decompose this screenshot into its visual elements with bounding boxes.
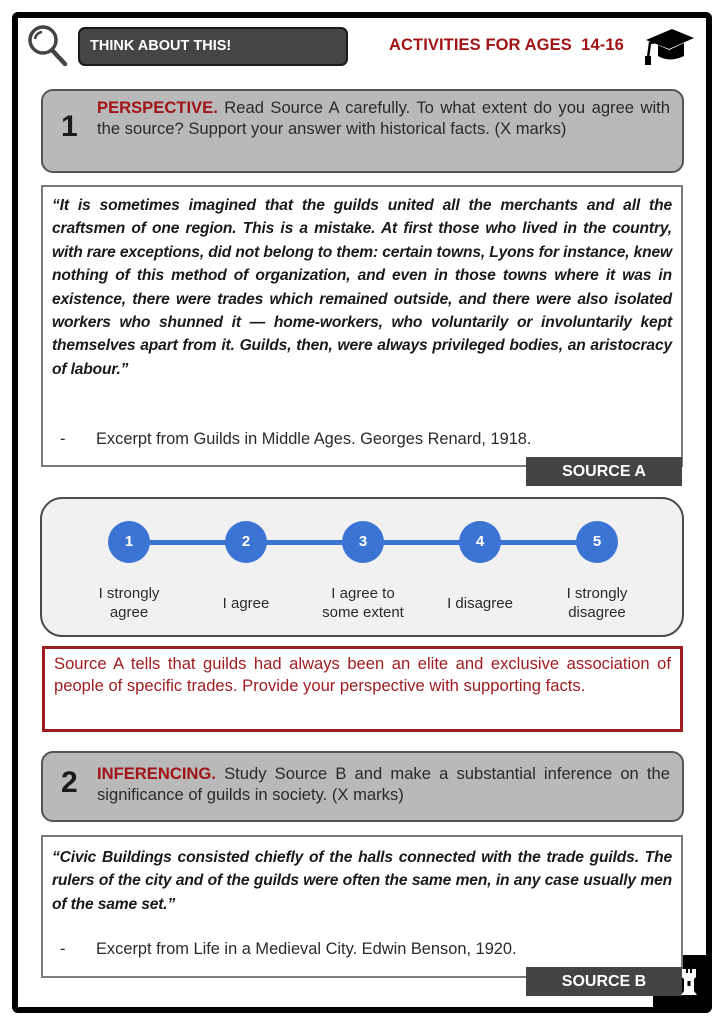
perspective-prompt-text: Source A tells that guilds had always been an elite and exclusive association of people of specific trades. Provide your perspective with supporting facts. [54, 654, 671, 695]
task-2-number: 2 [61, 766, 78, 799]
task-1-number: 1 [61, 110, 78, 143]
activities-age-label: ACTIVITIES FOR AGES 14-16 [389, 36, 624, 54]
task-2-text: Study Source B and make a substantial inference on the significance of guilds in society. (X marks) [97, 764, 670, 804]
source-a-citation-text: Excerpt from Guilds in Middle Ages. Georges Renard, 1918. [96, 430, 532, 448]
perspective-prompt-box [42, 646, 683, 732]
agreement-scale [40, 497, 684, 637]
graduation-cap-icon [642, 26, 696, 66]
scale-label-3-line1: I agree to [331, 585, 395, 602]
scale-option-4[interactable]: 4 [459, 521, 501, 563]
source-a-tag: SOURCE A [526, 457, 682, 486]
source-b-citation-text: Excerpt from Life in a Medieval City. Edwin Benson, 1920. [96, 940, 517, 958]
task-1-instructions [97, 97, 670, 139]
scale-label-2 [186, 594, 306, 613]
source-a-quote: “It is sometimes imagined that the guilds united all the merchants and all the craftsmen of one region. This is a mistake. At first those who lived in the country, with rare exceptions, did not belong to them: certain towns, Lyons for instance, knew nothing of this method of organization, and even in those towns where it was in existence, there were trades which remained outside, and there were also isolated workers who shunned it — home-workers, who voluntarily or involuntarily kept themselves apart from it. Guilds, then, were always privileged bodies, an aristocracy of labour.” [52, 197, 672, 378]
scale-option-1[interactable]: 1 [108, 521, 150, 563]
task-2-box [41, 751, 684, 822]
task-1-text: Read Source A carefully. To what extent do you agree with the source? Support your answer with historical facts. (X marks) [97, 98, 670, 138]
scale-label-3-line2: some extent [322, 604, 404, 621]
scale-label-4 [420, 594, 540, 613]
citation-dash: - [60, 940, 66, 958]
scale-option-2[interactable]: 2 [225, 521, 267, 563]
task-1-keyword: PERSPECTIVE. [97, 98, 218, 117]
source-b-tag: SOURCE B [526, 967, 682, 996]
scale-label-5 [537, 584, 657, 622]
scale-label-4-line1: I disagree [447, 595, 513, 612]
source-b-citation [60, 940, 517, 959]
scale-label-1 [69, 584, 189, 622]
source-b-box [41, 835, 683, 978]
source-a-box [41, 185, 683, 467]
castle-tower-icon [680, 969, 698, 995]
source-a-citation [60, 430, 531, 449]
task-2-instructions [97, 763, 670, 805]
task-1-box [41, 89, 684, 173]
scale-option-3[interactable]: 3 [342, 521, 384, 563]
citation-dash: - [60, 430, 66, 448]
scale-label-3 [303, 584, 423, 622]
think-about-this-label: THINK ABOUT THIS! [90, 38, 232, 54]
scale-option-5[interactable]: 5 [576, 521, 618, 563]
scale-label-2-line1: I agree [222, 595, 270, 612]
think-about-this-banner [78, 27, 348, 66]
scale-label-5-line1: I strongly [566, 585, 628, 602]
scale-label-1-line2: agree [109, 604, 149, 621]
scale-label-1-line1: I strongly [98, 585, 160, 602]
scale-label-5-line2: disagree [568, 604, 626, 621]
magnifier-icon [27, 24, 69, 68]
task-2-keyword: INFERENCING. [97, 764, 216, 783]
source-b-quote: “Civic Buildings consisted chiefly of the halls connected with the trade guilds. The rulers of the city and of the guilds were often the same men, in any case usually men of the same set.” [52, 849, 672, 913]
